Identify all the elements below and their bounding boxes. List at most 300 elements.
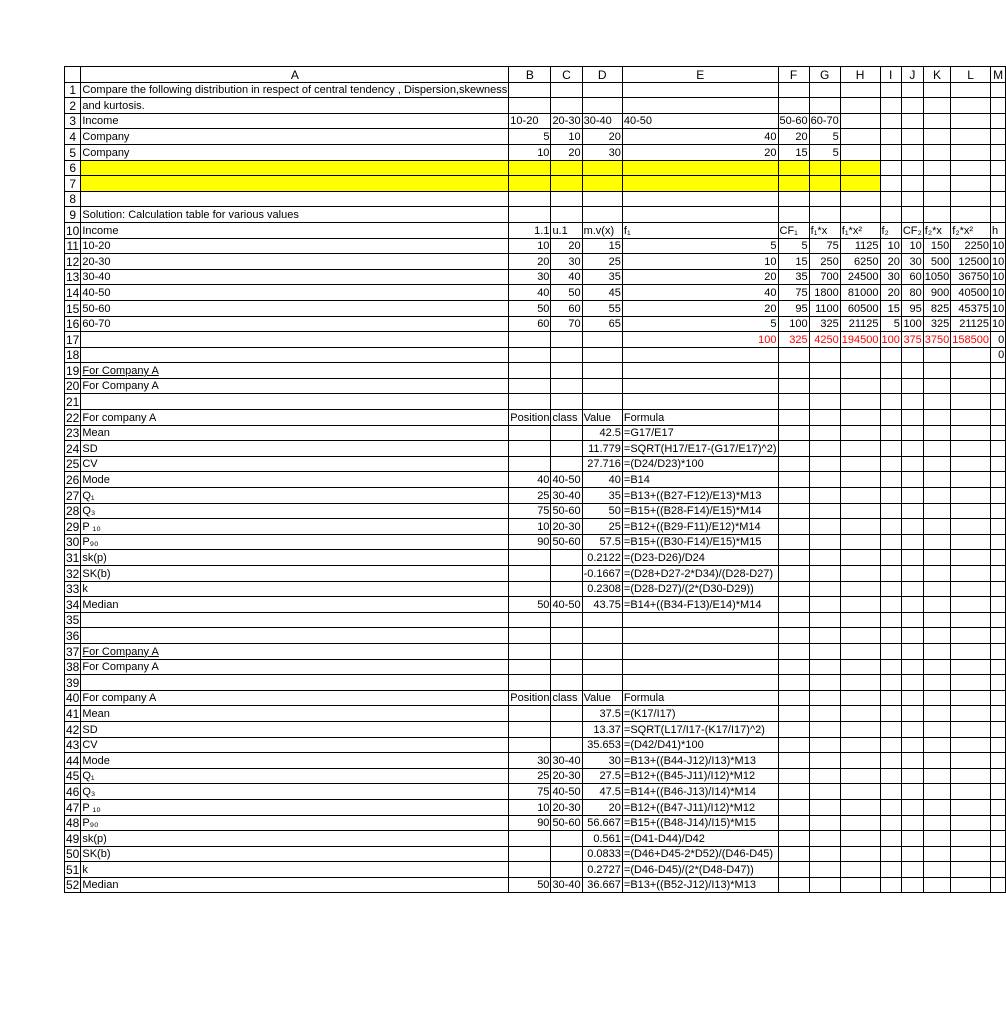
cell[interactable]	[509, 643, 551, 659]
row-number[interactable]: 43	[66, 738, 80, 753]
row-number[interactable]: 26	[66, 473, 80, 488]
cell[interactable]	[901, 410, 923, 426]
cell[interactable]: =(D41-D44)/D42	[622, 831, 778, 847]
cell[interactable]	[551, 98, 582, 114]
cell[interactable]	[840, 378, 880, 394]
cell[interactable]: k	[81, 581, 509, 597]
cell[interactable]	[923, 378, 950, 394]
cell[interactable]: CV	[81, 737, 509, 753]
cell[interactable]	[582, 160, 622, 176]
cell[interactable]: 45375	[951, 300, 991, 316]
cell[interactable]	[551, 378, 582, 394]
cell[interactable]: SK(b)	[81, 846, 509, 862]
cell[interactable]	[509, 659, 551, 675]
cell[interactable]	[951, 566, 991, 582]
cell[interactable]	[809, 597, 840, 613]
cell[interactable]	[880, 191, 901, 207]
cell[interactable]: =B12+((B47-J11)/I12)*M12	[622, 799, 778, 815]
cell[interactable]	[880, 737, 901, 753]
cell[interactable]	[901, 503, 923, 519]
cell[interactable]	[840, 846, 880, 862]
cell[interactable]	[923, 144, 950, 160]
cell[interactable]: =B15+((B48-J14)/I15)*M15	[622, 815, 778, 831]
cell[interactable]: 42.5	[582, 425, 622, 441]
cell[interactable]	[622, 675, 778, 691]
row-number[interactable]: 2	[65, 98, 81, 114]
cell[interactable]: P ₁₀	[81, 799, 509, 815]
cell[interactable]	[991, 737, 1006, 753]
cell[interactable]	[622, 378, 778, 394]
column-header[interactable]: L	[951, 67, 991, 83]
cell[interactable]: 40	[551, 269, 582, 285]
cell[interactable]	[840, 129, 880, 145]
cell[interactable]	[951, 503, 991, 519]
cell[interactable]	[901, 488, 923, 504]
cell[interactable]	[840, 410, 880, 426]
cell[interactable]	[923, 643, 950, 659]
cell[interactable]: Position	[509, 690, 551, 706]
cell[interactable]	[901, 737, 923, 753]
cell[interactable]: f₂	[880, 222, 901, 238]
cell[interactable]	[622, 347, 778, 363]
cell[interactable]	[840, 394, 880, 410]
cell[interactable]: =(D42/D41)*100	[622, 737, 778, 753]
cell[interactable]	[880, 534, 901, 550]
cell[interactable]: 20-30	[81, 254, 509, 270]
cell[interactable]: f₁*x²	[840, 222, 880, 238]
cell[interactable]	[951, 690, 991, 706]
cell[interactable]	[509, 831, 551, 847]
cell[interactable]	[951, 378, 991, 394]
column-header[interactable]: K	[923, 67, 950, 83]
cell[interactable]	[809, 534, 840, 550]
cell[interactable]: 0	[991, 347, 1006, 363]
cell[interactable]: 95	[778, 300, 809, 316]
cell[interactable]	[923, 534, 950, 550]
cell[interactable]: SK(b)	[81, 566, 509, 582]
cell[interactable]: =G17/E17	[622, 425, 778, 441]
cell[interactable]: 3750	[923, 332, 950, 348]
cell[interactable]: f₁	[622, 222, 778, 238]
cell[interactable]: 100	[622, 332, 778, 348]
cell[interactable]: 50-60	[551, 534, 582, 550]
cell[interactable]	[901, 721, 923, 737]
cell[interactable]	[622, 659, 778, 675]
cell[interactable]	[991, 550, 1006, 566]
cell[interactable]: 0.2308	[582, 581, 622, 597]
cell[interactable]: Formula	[622, 410, 778, 426]
cell[interactable]: 5	[778, 238, 809, 254]
cell[interactable]	[509, 566, 551, 582]
cell[interactable]	[951, 347, 991, 363]
cell[interactable]	[551, 425, 582, 441]
cell[interactable]	[880, 784, 901, 800]
cell[interactable]	[778, 862, 809, 878]
cell[interactable]: 60	[901, 269, 923, 285]
cell[interactable]	[880, 98, 901, 114]
cell[interactable]: Q₃	[81, 503, 509, 519]
cell[interactable]	[840, 628, 880, 644]
cell[interactable]	[880, 581, 901, 597]
column-header[interactable]: H	[840, 67, 880, 83]
cell[interactable]: 30	[509, 753, 551, 769]
cell[interactable]	[951, 831, 991, 847]
cell[interactable]: =B14+((B34-F13)/E14)*M14	[622, 597, 778, 613]
column-header[interactable]: G	[809, 67, 840, 83]
cell[interactable]	[923, 519, 950, 535]
cell[interactable]	[551, 456, 582, 472]
cell[interactable]	[951, 706, 991, 722]
cell[interactable]	[509, 363, 551, 379]
cell[interactable]	[809, 176, 840, 192]
cell[interactable]: =B12+((B45-J11)/I12)*M12	[622, 768, 778, 784]
cell[interactable]	[901, 347, 923, 363]
cell[interactable]: 10	[991, 238, 1006, 254]
cell[interactable]	[778, 846, 809, 862]
cell[interactable]	[551, 721, 582, 737]
cell[interactable]: 70	[551, 316, 582, 332]
cell[interactable]	[622, 643, 778, 659]
cell[interactable]	[840, 659, 880, 675]
cell[interactable]	[880, 597, 901, 613]
cell[interactable]	[622, 98, 778, 114]
cell[interactable]	[509, 628, 551, 644]
cell[interactable]	[923, 862, 950, 878]
cell[interactable]: =B15+((B30-F14)/E15)*M15	[622, 534, 778, 550]
cell[interactable]	[509, 191, 551, 207]
cell[interactable]	[951, 441, 991, 457]
cell[interactable]: 10	[622, 254, 778, 270]
cell[interactable]	[880, 503, 901, 519]
cell[interactable]	[840, 113, 880, 129]
cell[interactable]	[923, 706, 950, 722]
cell[interactable]	[809, 799, 840, 815]
cell[interactable]: For Company A	[81, 363, 509, 379]
cell[interactable]	[991, 706, 1006, 722]
cell[interactable]: 75	[509, 503, 551, 519]
cell[interactable]: =SQRT(H17/E17-(G17/E17)^2)	[622, 441, 778, 457]
cell[interactable]: Formula	[622, 690, 778, 706]
cell[interactable]	[551, 550, 582, 566]
row-number[interactable]: 41	[66, 706, 80, 721]
cell[interactable]	[551, 831, 582, 847]
cell[interactable]	[551, 737, 582, 753]
cell[interactable]: Income	[81, 222, 509, 238]
cell[interactable]	[880, 472, 901, 488]
cell[interactable]	[951, 113, 991, 129]
cell[interactable]	[840, 566, 880, 582]
cell[interactable]	[991, 176, 1006, 192]
cell[interactable]: P₉₀	[81, 534, 509, 550]
cell[interactable]: Median	[81, 877, 509, 893]
cell[interactable]	[809, 815, 840, 831]
cell[interactable]	[991, 721, 1006, 737]
cell[interactable]	[901, 706, 923, 722]
cell[interactable]	[551, 332, 582, 348]
cell[interactable]: 325	[923, 316, 950, 332]
cell[interactable]: 25	[509, 768, 551, 784]
cell[interactable]	[509, 332, 551, 348]
cell[interactable]	[991, 862, 1006, 878]
cell[interactable]: 30	[880, 269, 901, 285]
cell[interactable]: 900	[923, 285, 950, 301]
cell[interactable]	[991, 503, 1006, 519]
cell[interactable]	[551, 846, 582, 862]
cell[interactable]	[509, 612, 551, 628]
cell[interactable]: =(K17/I17)	[622, 706, 778, 722]
cell[interactable]	[923, 503, 950, 519]
cell[interactable]	[840, 534, 880, 550]
cell[interactable]: 5	[622, 238, 778, 254]
cell[interactable]	[880, 456, 901, 472]
cell[interactable]: 55	[582, 300, 622, 316]
row-number[interactable]: 12	[66, 254, 80, 269]
cell[interactable]	[880, 82, 901, 98]
cell[interactable]: =(D24/D23)*100	[622, 456, 778, 472]
cell[interactable]: 250	[809, 254, 840, 270]
cell[interactable]	[951, 753, 991, 769]
cell[interactable]: 1050	[923, 269, 950, 285]
cell[interactable]: and kurtosis.	[81, 98, 509, 114]
cell[interactable]	[951, 129, 991, 145]
cell[interactable]	[778, 519, 809, 535]
cell[interactable]: 50	[509, 300, 551, 316]
cell[interactable]: =B14	[622, 472, 778, 488]
cell[interactable]: 30-40	[551, 877, 582, 893]
row-number[interactable]: 3	[65, 113, 81, 129]
cell[interactable]: f₁*x	[809, 222, 840, 238]
cell[interactable]	[622, 628, 778, 644]
cell[interactable]	[901, 176, 923, 192]
cell[interactable]	[840, 753, 880, 769]
cell[interactable]	[951, 144, 991, 160]
cell[interactable]: 10	[991, 300, 1006, 316]
row-number[interactable]: 17	[66, 332, 80, 347]
cell[interactable]: h	[991, 222, 1006, 238]
cell[interactable]: 60-70	[81, 316, 509, 332]
cell[interactable]: sk(p)	[81, 831, 509, 847]
cell[interactable]	[991, 659, 1006, 675]
cell[interactable]	[901, 425, 923, 441]
cell[interactable]	[923, 815, 950, 831]
cell[interactable]	[840, 519, 880, 535]
cell[interactable]: 25	[582, 254, 622, 270]
cell[interactable]: CF₂	[901, 222, 923, 238]
cell[interactable]	[951, 877, 991, 893]
cell[interactable]	[809, 690, 840, 706]
cell[interactable]	[951, 98, 991, 114]
cell[interactable]	[880, 160, 901, 176]
cell[interactable]	[951, 612, 991, 628]
cell[interactable]	[901, 846, 923, 862]
cell[interactable]: 30-40	[551, 753, 582, 769]
cell[interactable]	[840, 643, 880, 659]
cell[interactable]: =(D46+D45-2*D52)/(D46-D45)	[622, 846, 778, 862]
cell[interactable]	[809, 472, 840, 488]
cell[interactable]: =(D28+D27-2*D34)/(D28-D27)	[622, 566, 778, 582]
cell[interactable]: 60	[509, 316, 551, 332]
cell[interactable]	[509, 394, 551, 410]
column-header[interactable]: I	[880, 67, 901, 83]
cell[interactable]	[991, 410, 1006, 426]
cell[interactable]	[778, 566, 809, 582]
cell[interactable]: SD	[81, 721, 509, 737]
cell[interactable]: =(D28-D27)/(2*(D30-D29))	[622, 581, 778, 597]
cell[interactable]: 50-60	[778, 113, 809, 129]
cell[interactable]	[951, 394, 991, 410]
cell[interactable]	[840, 597, 880, 613]
row-number[interactable]: 37	[66, 644, 80, 659]
cell[interactable]	[840, 815, 880, 831]
row-number[interactable]: 30	[66, 535, 80, 550]
cell[interactable]	[951, 176, 991, 192]
cell[interactable]	[901, 597, 923, 613]
cell[interactable]	[923, 753, 950, 769]
row-number[interactable]: 34	[66, 597, 80, 612]
cell[interactable]	[880, 768, 901, 784]
cell[interactable]: 20-30	[551, 768, 582, 784]
row-number[interactable]: 4	[65, 129, 81, 145]
cell[interactable]: 35	[778, 269, 809, 285]
cell[interactable]: 25	[509, 488, 551, 504]
cell[interactable]	[880, 628, 901, 644]
cell[interactable]: 20	[880, 285, 901, 301]
cell[interactable]: Company	[81, 129, 509, 145]
cell[interactable]	[880, 441, 901, 457]
cell[interactable]	[923, 363, 950, 379]
cell[interactable]: 10	[991, 254, 1006, 270]
cell[interactable]	[778, 831, 809, 847]
cell[interactable]: 10	[991, 316, 1006, 332]
cell[interactable]	[509, 441, 551, 457]
cell[interactable]	[778, 98, 809, 114]
cell[interactable]	[951, 675, 991, 691]
cell[interactable]: 20	[509, 254, 551, 270]
column-header[interactable]: B	[509, 67, 551, 83]
cell[interactable]: 50	[551, 285, 582, 301]
cell[interactable]	[880, 410, 901, 426]
cell[interactable]: 40	[622, 285, 778, 301]
cell[interactable]	[840, 441, 880, 457]
cell[interactable]: 1125	[840, 238, 880, 254]
cell[interactable]	[840, 488, 880, 504]
cell[interactable]: 50-60	[551, 815, 582, 831]
cell[interactable]	[509, 721, 551, 737]
column-header[interactable]: F	[778, 67, 809, 83]
cell[interactable]: SD	[81, 441, 509, 457]
cell[interactable]	[582, 363, 622, 379]
cell[interactable]	[951, 846, 991, 862]
cell[interactable]	[622, 363, 778, 379]
cell[interactable]	[778, 176, 809, 192]
cell[interactable]	[880, 363, 901, 379]
cell[interactable]	[509, 675, 551, 691]
cell[interactable]: Q₃	[81, 784, 509, 800]
cell[interactable]	[901, 472, 923, 488]
cell[interactable]	[923, 160, 950, 176]
row-number[interactable]: 52	[66, 878, 80, 893]
cell[interactable]	[901, 534, 923, 550]
cell[interactable]: 20	[880, 254, 901, 270]
cell[interactable]	[509, 160, 551, 176]
cell[interactable]	[880, 612, 901, 628]
cell[interactable]	[901, 690, 923, 706]
cell[interactable]: Mode	[81, 753, 509, 769]
cell[interactable]: 50-60	[81, 300, 509, 316]
cell[interactable]	[81, 612, 509, 628]
cell[interactable]	[923, 581, 950, 597]
cell[interactable]: 40	[582, 472, 622, 488]
cell[interactable]	[778, 410, 809, 426]
cell[interactable]	[778, 581, 809, 597]
cell[interactable]	[840, 799, 880, 815]
cell[interactable]	[901, 82, 923, 98]
cell[interactable]	[923, 799, 950, 815]
cell[interactable]	[840, 862, 880, 878]
cell[interactable]: 158500	[951, 332, 991, 348]
cell[interactable]	[809, 831, 840, 847]
cell[interactable]	[880, 675, 901, 691]
cell[interactable]	[880, 815, 901, 831]
cell[interactable]: 20-30	[551, 799, 582, 815]
cell[interactable]: 0	[991, 332, 1006, 348]
cell[interactable]: Mode	[81, 472, 509, 488]
cell[interactable]: 15	[778, 254, 809, 270]
cell[interactable]: 5	[509, 129, 551, 145]
cell[interactable]	[809, 566, 840, 582]
cell[interactable]	[778, 378, 809, 394]
cell[interactable]	[809, 160, 840, 176]
cell[interactable]	[778, 753, 809, 769]
cell[interactable]: 30-40	[551, 488, 582, 504]
cell[interactable]	[582, 675, 622, 691]
cell[interactable]	[923, 784, 950, 800]
cell[interactable]	[509, 425, 551, 441]
row-number[interactable]: 49	[66, 831, 80, 846]
cell[interactable]: 35.653	[582, 737, 622, 753]
cell[interactable]	[991, 98, 1006, 114]
cell[interactable]: 95	[901, 300, 923, 316]
cell[interactable]	[81, 191, 509, 207]
cell[interactable]	[582, 332, 622, 348]
cell[interactable]: 10	[509, 519, 551, 535]
cell[interactable]	[923, 550, 950, 566]
cell[interactable]: For Company A	[81, 659, 509, 675]
cell[interactable]: 20	[551, 238, 582, 254]
cell[interactable]: 30-40	[582, 113, 622, 129]
cell[interactable]: m.v(x)	[582, 222, 622, 238]
cell[interactable]	[840, 784, 880, 800]
cell[interactable]	[622, 394, 778, 410]
cell[interactable]: 150	[923, 238, 950, 254]
cell[interactable]: =B14+((B46-J13)/I14)*M14	[622, 784, 778, 800]
cell[interactable]	[923, 675, 950, 691]
cell[interactable]: Median	[81, 597, 509, 613]
cell[interactable]: Company	[81, 144, 509, 160]
cell[interactable]	[81, 675, 509, 691]
cell[interactable]	[809, 550, 840, 566]
cell[interactable]: 27.5	[582, 768, 622, 784]
cell[interactable]	[551, 363, 582, 379]
cell[interactable]: =(D46-D45)/(2*(D48-D47))	[622, 862, 778, 878]
row-number[interactable]: 23	[66, 426, 80, 441]
cell[interactable]	[778, 550, 809, 566]
cell[interactable]	[622, 207, 778, 223]
cell[interactable]: 75	[509, 784, 551, 800]
row-number[interactable]: 31	[66, 551, 80, 565]
cell[interactable]: 20	[582, 129, 622, 145]
cell[interactable]	[840, 82, 880, 98]
